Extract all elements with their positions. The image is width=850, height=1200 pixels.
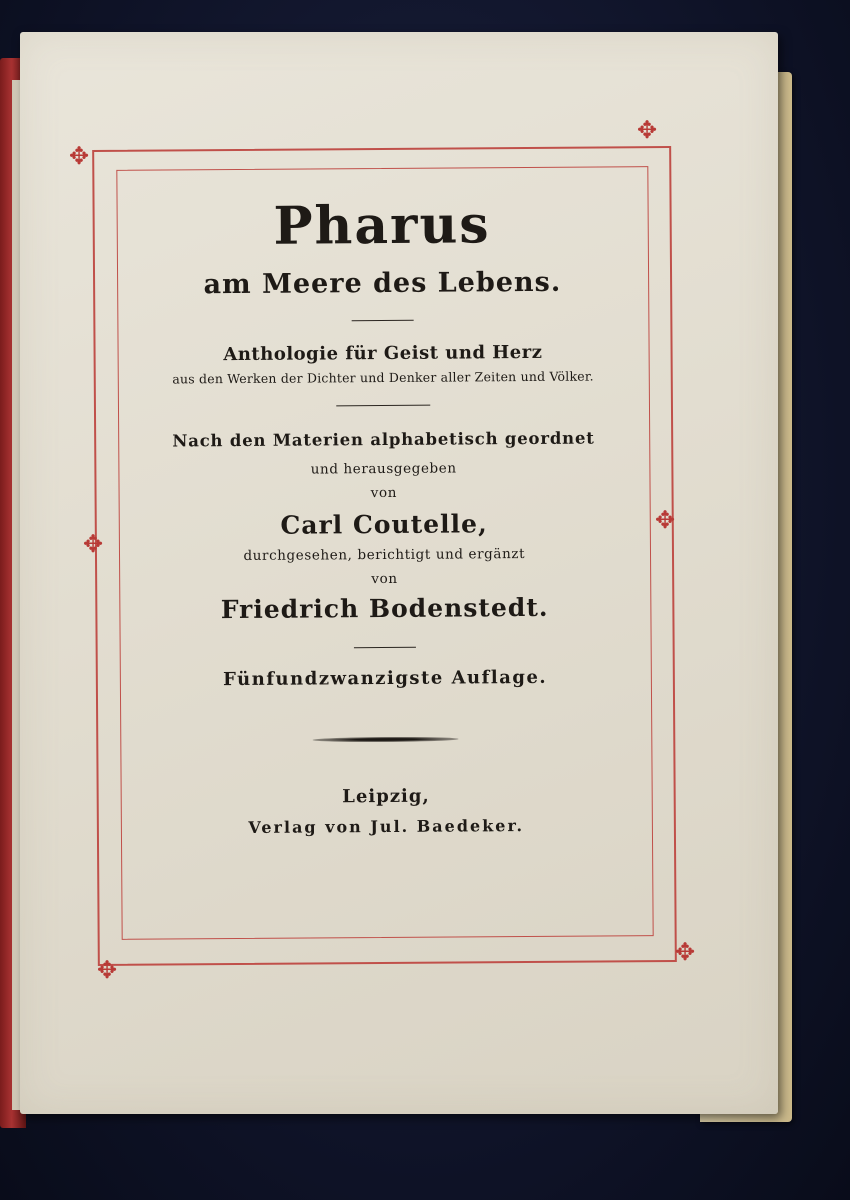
- divider: [352, 320, 414, 321]
- book-subtitle: am Meere des Lebens.: [203, 266, 562, 301]
- divider: [336, 405, 430, 407]
- publication-place: Leipzig,: [342, 785, 430, 808]
- publisher-line: Verlag von Jul. Baedeker.: [248, 816, 525, 837]
- ornamental-rule: [313, 736, 459, 742]
- divider: [354, 647, 416, 648]
- editor-name: Carl Coutelle,: [280, 509, 488, 540]
- by-line-1: von: [370, 484, 398, 502]
- fleur-ornament-icon: ✥: [654, 506, 676, 534]
- revised-line: durchgesehen, berichtigt und ergänzt: [243, 546, 526, 564]
- fleur-ornament-icon: ✥: [82, 530, 104, 558]
- source-line: aus den Werken der Dichter und Denker aller Zeiten und Völker.: [172, 368, 594, 387]
- fleur-ornament-icon: ✥: [674, 938, 696, 966]
- fleur-ornament-icon: ✥: [96, 956, 118, 984]
- by-line-2: von: [371, 570, 398, 588]
- arrangement-line: Nach den Materien alphabetisch geordnet: [172, 428, 595, 451]
- fleur-ornament-icon: ✥: [68, 142, 90, 170]
- anthology-line: Anthologie für Geist und Herz: [223, 341, 543, 366]
- title-content: [117, 188, 651, 838]
- edited-line: und herausgegeben: [310, 460, 457, 478]
- fleur-ornament-icon: ✥: [636, 116, 658, 144]
- edition-line: Fünfundzwanzigste Auflage.: [223, 666, 548, 691]
- reviser-name: Friedrich Bodenstedt.: [220, 592, 549, 625]
- book-title: Pharus: [273, 194, 491, 257]
